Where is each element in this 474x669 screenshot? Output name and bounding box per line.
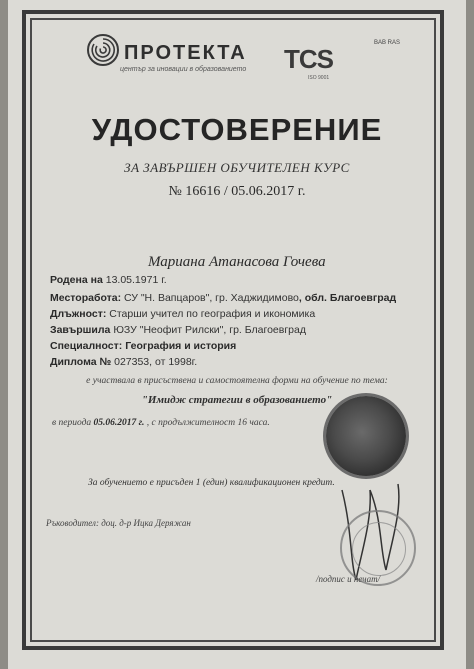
specialty-label: Специалност: <box>50 340 123 352</box>
position-value: Старши учител по география и икономика <box>109 308 316 320</box>
workplace-label: Месторабота: <box>50 292 122 304</box>
diploma-value: 027353 <box>114 356 150 368</box>
course-title: "Имидж стратегии в образованието" <box>141 394 333 406</box>
graduated-label: Завършила <box>50 324 111 336</box>
born-value: 13.05.1971 г. <box>105 274 167 286</box>
position-row <box>50 308 315 320</box>
qualification-text: За обучението е присъден 1 (един) квалификационен кредит. <box>88 478 335 488</box>
tcs-mark: TCS <box>284 44 333 74</box>
diploma-label: Диплома № <box>50 356 112 368</box>
document-number: № 16616 / 05.06.2017 г. <box>168 184 306 199</box>
tcs-badge: BAB RAS <box>374 40 401 46</box>
protekta-shell-logo-icon <box>86 33 120 67</box>
diploma-year: , от 1998г. <box>149 356 198 368</box>
tcs-logo <box>284 40 401 81</box>
period-suffix: , с продължителност 16 часа. <box>146 418 270 428</box>
embossed-seal <box>326 396 406 476</box>
workplace-region: , обл. Благоевград <box>298 292 397 304</box>
leader-line: Ръководител: доц. д-р Ицка Деряжан <box>46 518 191 528</box>
diploma-row <box>50 356 197 368</box>
specialty-value: География и история <box>125 340 237 352</box>
period-date: 05.06.2017 г. <box>93 418 145 428</box>
specialty-row <box>50 340 236 352</box>
iso-label: ISO 9001 <box>308 75 330 81</box>
born-row <box>50 274 167 286</box>
org-tagline: център за иновации в образованието <box>120 66 247 73</box>
born-label: Родена на <box>50 274 103 286</box>
holder-name: Мариана Атанасова Гочева <box>148 254 326 270</box>
graduated-row <box>50 324 306 336</box>
position-label: Длъжност: <box>50 308 107 320</box>
period-prefix: в периода <box>52 418 92 428</box>
period-row <box>52 418 270 428</box>
document-title: УДОСТОВЕРЕНИЕ <box>91 112 383 147</box>
document-subtitle: ЗА ЗАВЪРШЕН ОБУЧИТЕЛЕН КУРС <box>124 160 350 175</box>
workplace-value: СУ "Н. Вапцаров", гр. Хаджидимово <box>124 292 299 304</box>
graduated-value: ЮЗУ "Неофит Рилски", гр. Благоевград <box>113 324 306 336</box>
workplace-row <box>50 292 396 304</box>
signature-label: /подпис и печат/ <box>316 574 381 584</box>
org-name: ПРОТЕКТА <box>124 42 247 64</box>
training-intro: е участвала в присъствена и самостоятелна форми на обучение по тема: <box>86 376 388 386</box>
